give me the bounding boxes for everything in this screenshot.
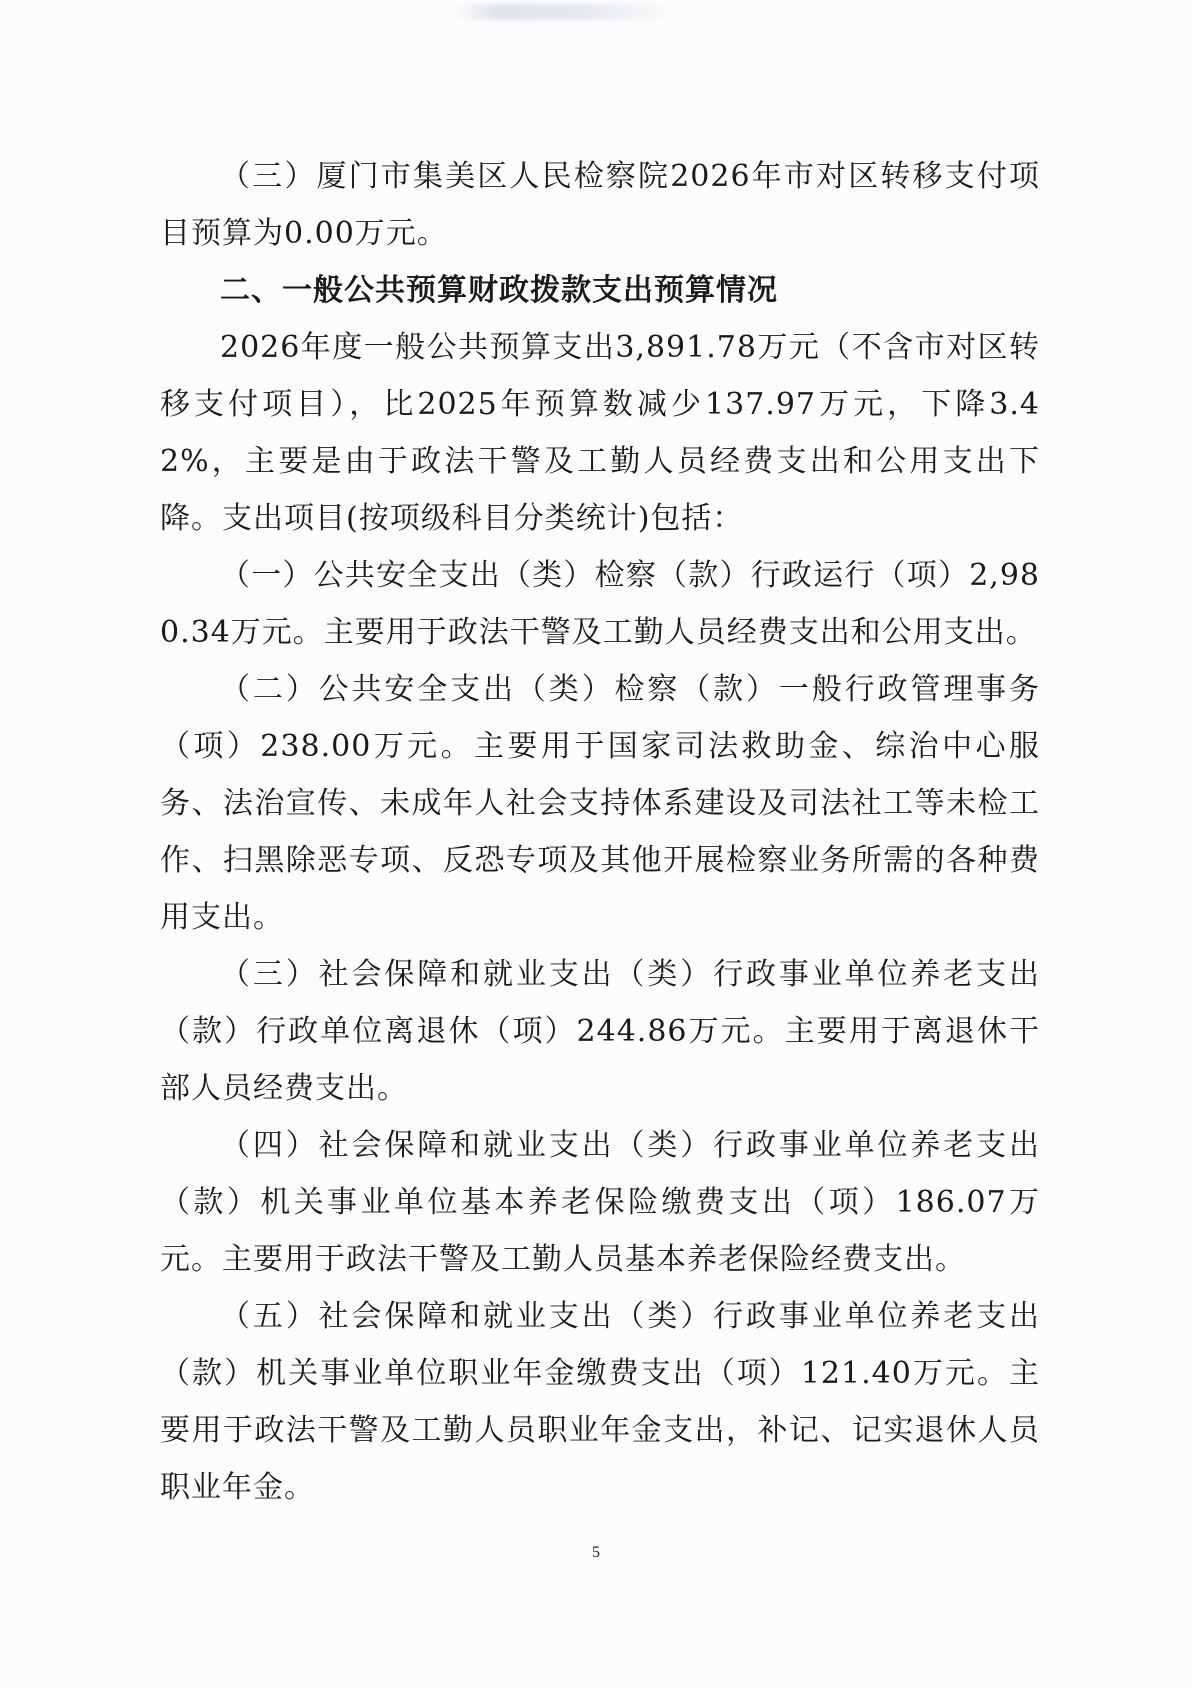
paragraph-item-2: （二）公共安全支出（类）检察（款）一般行政管理事务（项）238.00万元。主要用于国家司法救助金、综治中心服务、法治宣传、未成年人社会支持体系建设及司法社工等未检工作、扫黑除恶专项、反恐专项及其他开展检察业务所需的各种费用支出。: [160, 672, 1040, 935]
scan-artifact: [455, 4, 675, 20]
document-body: [160, 148, 1040, 1516]
paragraph-item-5: （五）社会保障和就业支出（类）行政事业单位养老支出（款）机关事业单位职业年金缴费支出（项）121.40万元。主要用于政法干警及工勤人员职业年金支出，补记、记实退休人员职业年金。: [160, 1299, 1040, 1505]
paragraph-budget-summary: 2026年度一般公共预算支出3,891.78万元（不含市对区转移支付项目），比2025年预算数减少137.97万元，下降3.42%，主要是由于政法干警及工勤人员经费支出和公用支出下降。支出项目(按项级科目分类统计)包括：: [160, 330, 1040, 536]
page-number: 5: [592, 1544, 600, 1561]
paragraph-item-3: （三）社会保障和就业支出（类）行政事业单位养老支出（款）行政单位离退休（项）244.86万元。主要用于离退休干部人员经费支出。: [160, 957, 1040, 1106]
paragraph-item-1: （一）公共安全支出（类）检察（款）行政运行（项）2,980.34万元。主要用于政法干警及工勤人员经费支出和公用支出。: [160, 558, 1040, 650]
paragraph-transfer-budget: （三）厦门市集美区人民检察院2026年市对区转移支付项目预算为0.00万元。: [160, 159, 1040, 251]
section-heading-general-budget: 二、一般公共预算财政拨款支出预算情况: [220, 273, 778, 308]
paragraph-item-4: （四）社会保障和就业支出（类）行政事业单位养老支出（款）机关事业单位基本养老保险缴费支出（项）186.07万元。主要用于政法干警及工勤人员基本养老保险经费支出。: [160, 1128, 1040, 1277]
